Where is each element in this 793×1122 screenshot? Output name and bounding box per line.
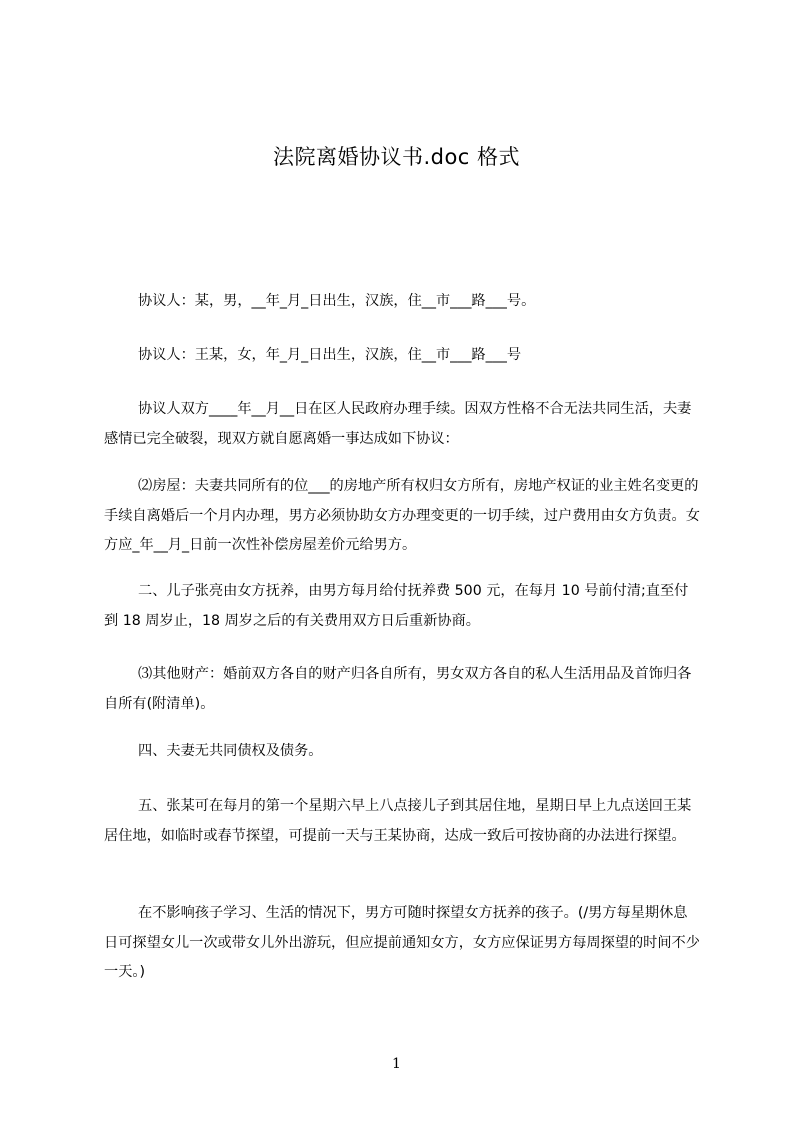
paragraph-house: ⑵房屋：夫妻共同所有的位___的房地产所有权归女方所有，房地产权证的业主姓名变更的手续自离婚后一个月内办理，男方必须协助女方办理变更的一切手续，过户费用由女方负责。女方应_年__月_日前一次性补偿房屋差价元给男方。 [104, 478, 700, 553]
paragraph-child-custody: 二、儿子张亮由女方抚养，由男方每月给付抚养费 500 元，在每月 10 号前付清;直至付到 18 周岁止，18 周岁之后的有关费用双方日后重新协商。 [104, 583, 689, 629]
paragraph-visitation-extra: 在不影响孩子学习、生活的情况下，男方可随时探望女方抚养的孩子。(/男方每星期休息日可探望女儿一次或带女儿外出游玩，但应提前通知女方，女方应保证男方每周探望的时间不少一天。) [104, 905, 700, 980]
paragraph-debts: 四、夫妻无共同债权及债务。 [138, 743, 323, 759]
paragraph-party-male: 协议人：某，男，__年_月_日出生，汉族，住__市___路___号。 [138, 293, 536, 309]
document-title: 法院离婚协议书.doc 格式 [272, 145, 521, 169]
paragraph-preamble: 协议人双方____年__月__日在区人民政府办理手续。因双方性格不合无法共同生活，夫妻感情已完全破裂，现双方就自愿离婚一事达成如下协议： [104, 401, 692, 447]
paragraph-visitation: 五、张某可在每月的第一个星期六早上八点接儿子到其居住地，星期日早上九点送回王某居住地，如临时或春节探望，可提前一天与王某协商，达成一致后可按协商的办法进行探望。 [104, 798, 692, 844]
page-number: 1 [392, 1056, 401, 1072]
paragraph-party-female: 协议人：王某，女，年_月_日出生，汉族，住__市___路___号 [138, 347, 522, 363]
paragraph-other-property: ⑶其他财产：婚前双方各自的财产归各自所有，男女双方各自的私人生活用品及首饰归各自所有(附清单)。 [104, 666, 692, 712]
